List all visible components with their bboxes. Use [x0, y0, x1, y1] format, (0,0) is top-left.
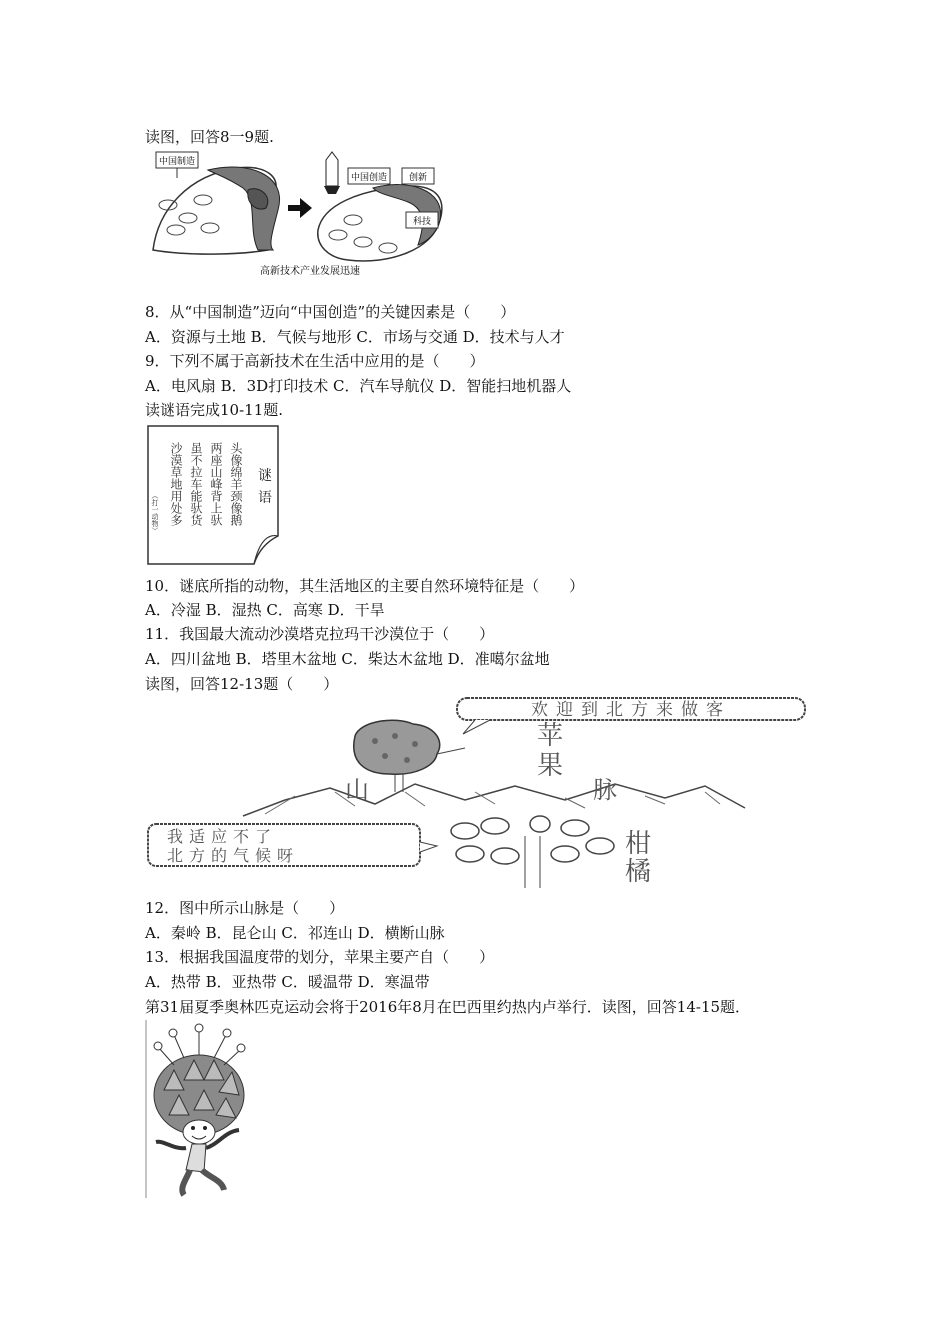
- question-12-options: A．秦岭 B．昆仑山 C．祁连山 D．横断山脉: [145, 924, 445, 942]
- question-8-stem: 8．从“中国制造”迈向“中国创造”的关键因素是（ ）: [145, 303, 516, 321]
- sign-technology: 科技: [412, 217, 432, 227]
- intro-10-11: 读谜语完成10-11题.: [145, 401, 284, 419]
- riddle-col-2: 两座山峰背上驮: [209, 442, 223, 526]
- riddle-title-1: 谜: [258, 468, 272, 484]
- figure-caption: 高新技术产业发展迅速: [260, 266, 360, 277]
- question-10-stem: 10．谜底所指的动物，其生活地区的主要自然环境特征是（ ）: [145, 577, 585, 595]
- arrow-right-icon: [288, 198, 312, 218]
- figure-olympic-mascot: [144, 1020, 254, 1200]
- apple-character-icon: [354, 720, 440, 774]
- question-11-stem: 11．我国最大流动沙漠塔克拉玛干沙漠位于（ ）: [145, 625, 495, 643]
- label-apple-2: 果: [537, 751, 564, 781]
- bubble-left-line-2: 北方的气候呀: [167, 846, 300, 865]
- sign-created-in-china: 中国创造: [350, 173, 388, 183]
- label-mountain-1: 山: [345, 776, 369, 804]
- label-orange-1: 柑: [625, 829, 652, 859]
- riddle-hint: （打一动物）: [151, 492, 159, 534]
- intro-14-15: 第31届夏季奥林匹克运动会将于2016年8月在巴西里约热内卢举行．读图，回答14-15题．: [145, 998, 751, 1016]
- bubble-left-line-1: 我适应不了: [167, 827, 278, 846]
- question-12-stem: 12．图中所示山脉是（ ）: [145, 899, 345, 917]
- question-13-stem: 13．根据我国温度带的划分，苹果主要产自（ ）: [145, 948, 495, 966]
- bubble-top-text: 欢迎到北方来做客: [531, 700, 731, 720]
- mascot-icon: [144, 1020, 254, 1200]
- label-apple-1: 苹: [537, 721, 564, 751]
- intro-12-13: 读图，回答12-13题（ ）: [145, 675, 339, 693]
- question-8-options: A．资源与土地 B．气候与地形 C．市场与交通 D．技术与人才: [145, 328, 565, 346]
- mountain-range-icon: [243, 784, 745, 816]
- question-10-options: A．冷湿 B．湿热 C．高寒 D．干旱: [145, 601, 385, 619]
- sign-innovation: 创新: [408, 173, 428, 183]
- riddle-col-4: 沙漠草地用处多: [169, 442, 183, 526]
- figure-apple-orange: [145, 696, 815, 892]
- label-orange-2: 橘: [625, 857, 652, 887]
- label-mountain-2: 脉: [593, 776, 617, 804]
- orange-character-icon: [451, 816, 614, 864]
- question-11-options: A．四川盆地 B．塔里木盆地 C．柴达木盆地 D．准噶尔盆地: [145, 650, 550, 668]
- question-9-options: A．电风扇 B．3D打印技术 C．汽车导航仪 D．智能扫地机器人: [145, 377, 572, 395]
- riddle-col-1: 头像绵羊颈像鹅: [229, 442, 243, 526]
- question-13-options: A．热带 B．亚热带 C．暖温带 D．寒温带: [145, 973, 430, 991]
- riddle-col-3: 虽不拉车能驮货: [189, 442, 203, 526]
- sign-made-in-china: 中国制造: [158, 157, 196, 167]
- figure-riddle-card: [146, 424, 282, 568]
- figure-hightech-industry: [148, 150, 448, 280]
- question-9-stem: 9．下列不属于高新技术在生活中应用的是（ ）: [145, 352, 485, 370]
- intro-8-9: 读图，回答8一9题.: [145, 128, 274, 146]
- riddle-title-2: 语: [258, 490, 272, 506]
